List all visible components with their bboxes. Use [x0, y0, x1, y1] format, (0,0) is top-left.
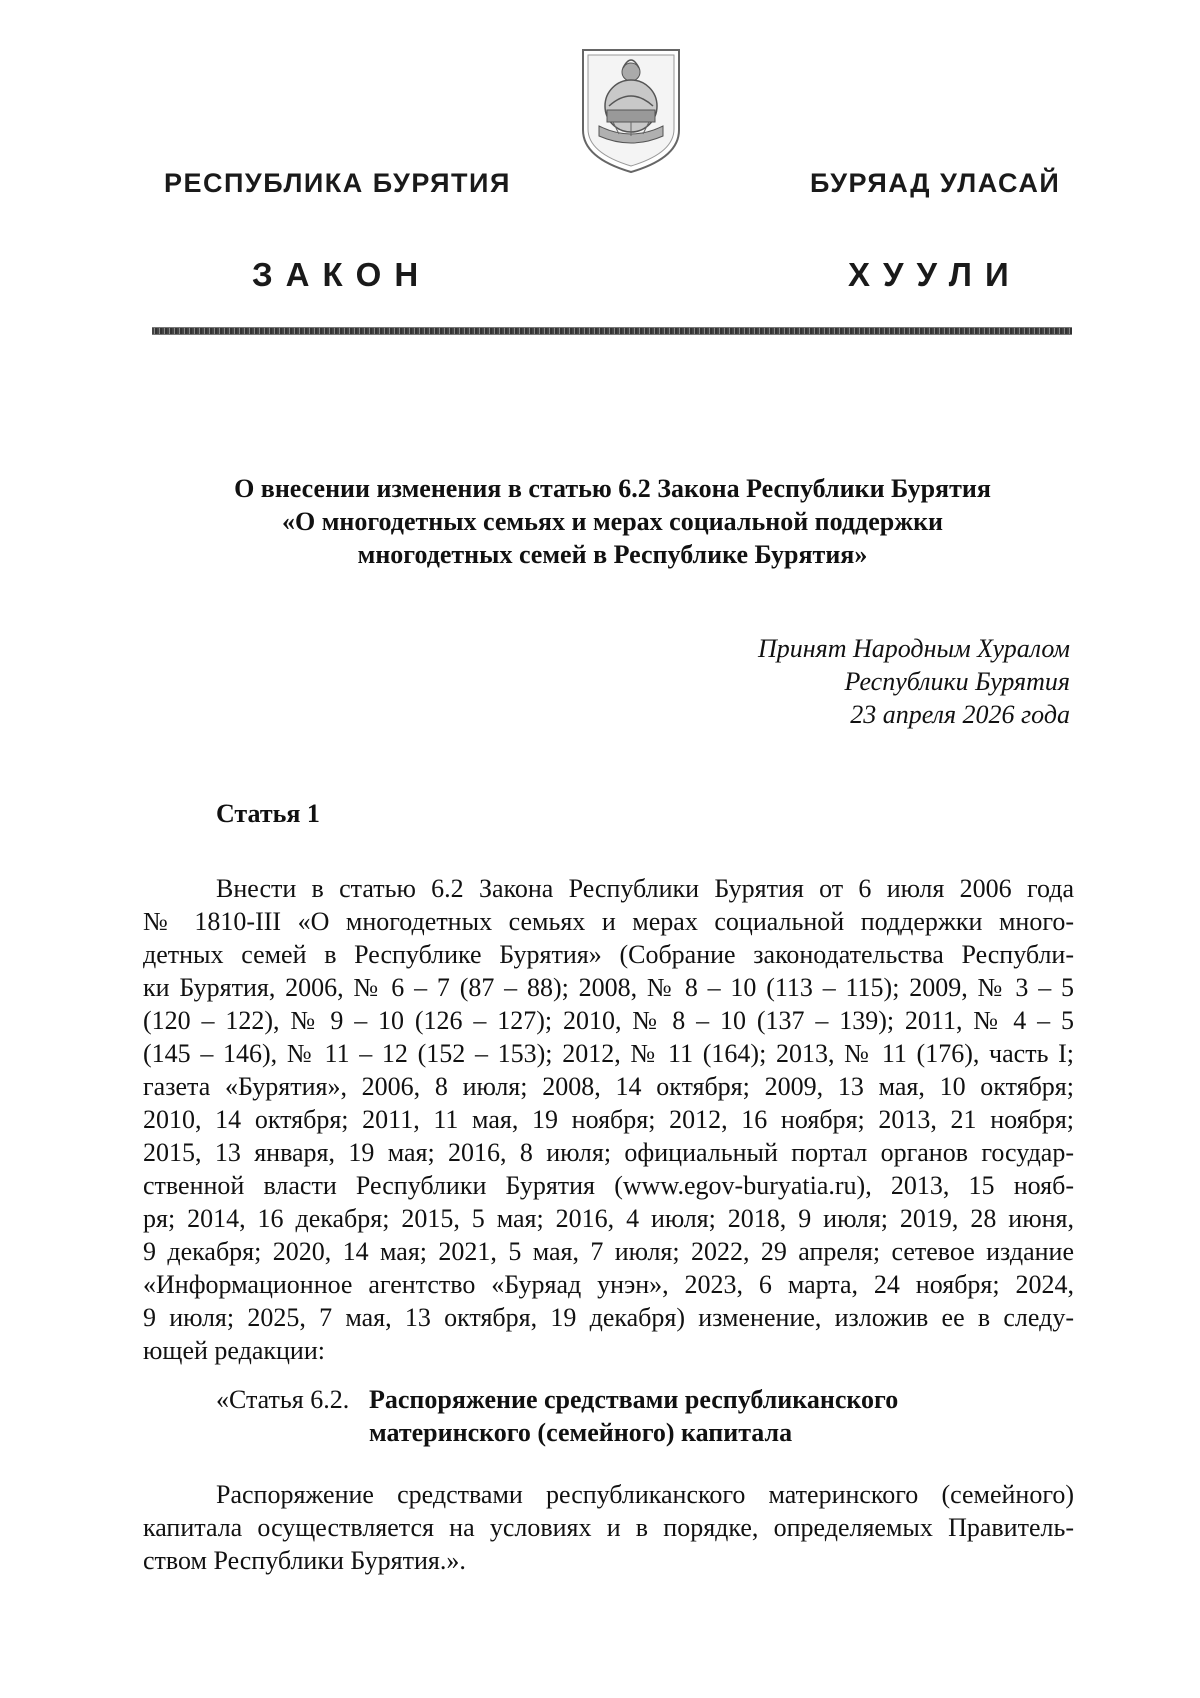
new-article-name: Распоряжение средствами республиканского	[369, 1385, 899, 1414]
article-body-line: (120 – 122), № 9 – 10 (126 – 127); 2010, № 8 – 10 (137 – 139); 2011, № 4 – 5	[143, 1006, 1074, 1035]
new-article-heading	[216, 1383, 898, 1449]
article-body-line: 9 июля; 2025, 7 мая, 13 октября, 19 декабря) изменение, изложив ее в следу-	[143, 1303, 1074, 1332]
article-body-line: ря; 2014, 16 декабря; 2015, 5 мая; 2016, 4 июля; 2018, 9 июля; 2019, 28 июня,	[143, 1204, 1074, 1233]
header-divider	[152, 327, 1072, 335]
law-title	[150, 472, 1075, 571]
new-article-body-line: ством Республики Бурятия.».	[143, 1546, 466, 1575]
article-body-line: ки Бурятия, 2006, № 6 – 7 (87 – 88); 2008, № 8 – 10 (113 – 115); 2009, № 3 – 5	[143, 973, 1074, 1002]
coat-of-arms-icon	[579, 46, 683, 176]
adoption-date: 23 апреля 2026 года	[850, 700, 1070, 729]
article-body-line: 9 декабря; 2020, 14 мая; 2021, 5 мая, 7 июля; 2022, 29 апреля; сетевое издание	[143, 1237, 1074, 1266]
law-title-line: «О многодетных семьях и мерах социальной поддержки	[281, 507, 944, 536]
adoption-line: Принят Народным Хуралом	[757, 634, 1070, 663]
article-body-line: 2015, 13 января, 19 мая; 2016, 8 июля; официальный портал органов государ-	[143, 1138, 1074, 1167]
law-title-line: О внесении изменения в статью 6.2 Закона Республики Бурятия	[234, 474, 991, 503]
article-body-line: 2010, 14 октября; 2011, 11 мая, 19 ноября; 2012, 16 ноября; 2013, 21 ноября;	[143, 1105, 1074, 1134]
republic-name-russian: РЕСПУБЛИКА БУРЯТИЯ	[164, 168, 511, 198]
adoption-line: Республики Бурятия	[844, 667, 1070, 696]
law-title-line: многодетных семей в Республике Бурятия»	[357, 540, 868, 569]
republic-name-buryat: БУРЯАД УЛАСАЙ	[810, 168, 1061, 198]
article-heading: Статья 1	[216, 799, 320, 828]
adoption-note	[758, 632, 1070, 731]
article-body	[143, 872, 1074, 1367]
article-body-line: детных семей в Республике Бурятия» (Собрание законодательства Республи-	[143, 940, 1074, 969]
article-body-line: газета «Бурятия», 2006, 8 июля; 2008, 14 октября; 2009, 13 мая, 10 октября;	[143, 1072, 1074, 1101]
new-article-label: «Статья 6.2.	[216, 1385, 350, 1414]
article-body-line: (145 – 146), № 11 – 12 (152 – 153); 2012, № 11 (164); 2013, № 11 (176), часть I;	[143, 1039, 1074, 1068]
article-body-line: Внести в статью 6.2 Закона Республики Бурятия от 6 июля 2006 года	[216, 874, 1074, 903]
new-article-body	[143, 1478, 1074, 1577]
law-label-russian: ЗАКОН	[252, 256, 432, 293]
article-body-line: ющей редакции:	[143, 1336, 325, 1365]
new-article-body-line: капитала осуществляется на условиях и в порядке, определяемых Правитель-	[143, 1513, 1074, 1542]
new-article-name: материнского (семейного) капитала	[369, 1418, 793, 1447]
new-article-body-line: Распоряжение средствами республиканского материнского (семейного)	[216, 1480, 1074, 1509]
article-body-line: «Информационное агентство «Буряад унэн», 2023, 6 марта, 24 ноября; 2024,	[143, 1270, 1074, 1299]
article-body-line: № 1810-III «О многодетных семьях и мерах социальной поддержки много-	[143, 907, 1074, 936]
article-body-line: ственной власти Республики Бурятия (www.egov-buryatia.ru), 2013, 15 нояб-	[143, 1171, 1074, 1200]
law-label-buryat: ХУУЛИ	[848, 256, 1022, 293]
